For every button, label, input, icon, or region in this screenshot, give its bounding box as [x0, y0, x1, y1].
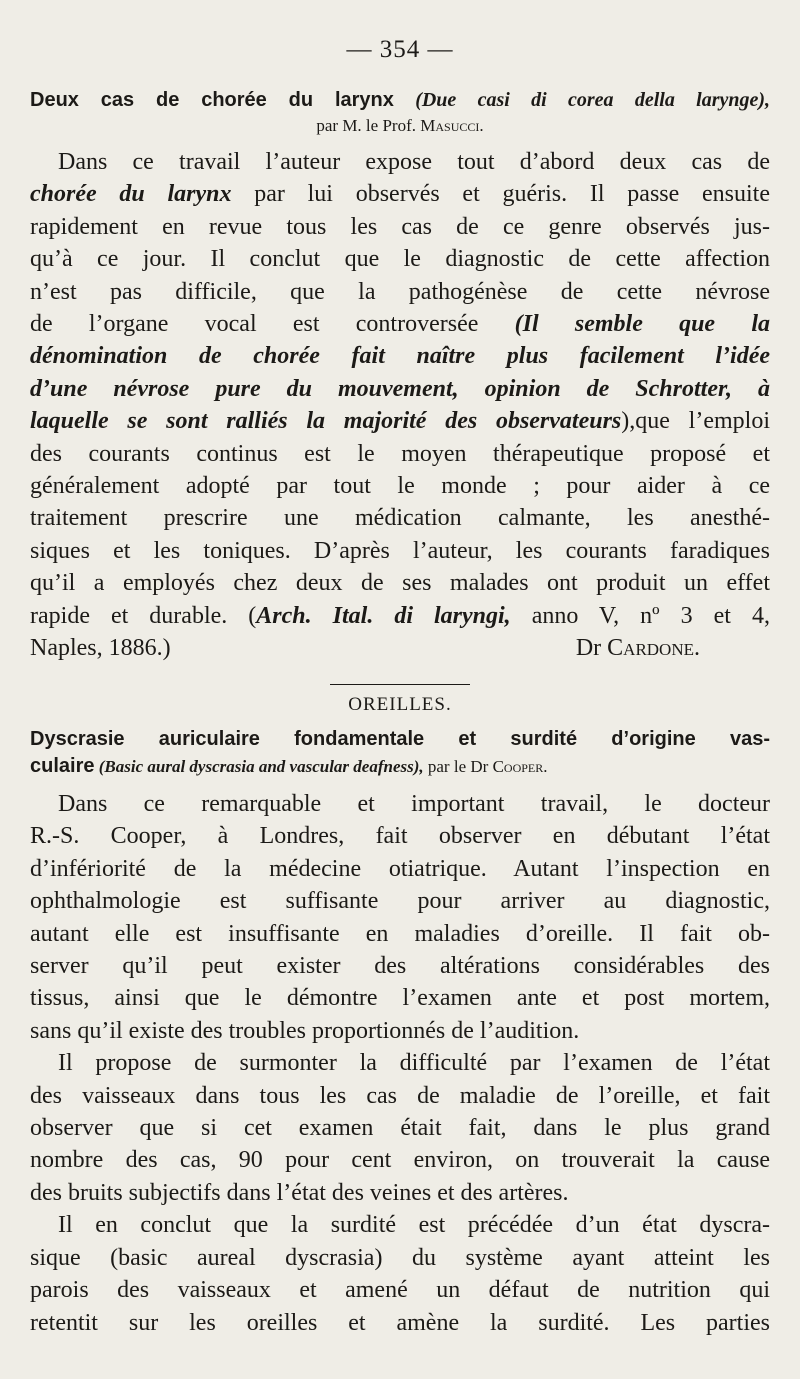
body-line: parois des vaisseaux et amené un défaut de nutrition qui: [30, 1277, 770, 1304]
body-line: sans qu’il existe des troubles proportionnés de l’audition.: [30, 1017, 580, 1044]
article-1-title-italian: (Due casi di corea della larynge),: [415, 89, 771, 111]
article-1-byline: [30, 114, 770, 138]
article-1-heading: [30, 86, 770, 138]
body-line: dénomination de chorée fait naître plus facilement l’idée: [30, 343, 770, 370]
paragraph: [30, 1047, 770, 1209]
body-line: [30, 405, 770, 437]
article-2-title-line-1: Dyscrasie auriculaire fondamentale et surdité d’origine vas-: [30, 728, 770, 750]
article-1-title-main: Deux cas de chorée du larynx: [30, 89, 394, 111]
body-line: n’est pas difficile, que la pathogénèse de cette névrose: [30, 278, 770, 305]
article-1-signature: [30, 632, 770, 664]
body-line: rapidement en revue tous les cas de ce genre observés jus-: [30, 213, 770, 240]
body-line: Il en conclut que la surdité est précédée d’un état dyscra-: [58, 1212, 770, 1239]
body-line: nombre des cas, 90 pour cent environ, on trouverait la cause: [30, 1147, 770, 1174]
section-divider: [330, 684, 470, 685]
body-line: retentit sur les oreilles et amène la surdité. Les parties: [30, 1309, 770, 1336]
body-line: [30, 308, 770, 340]
body-line: observer que si cet examen était fait, dans le plus grand: [30, 1115, 770, 1142]
body-span: par lui observés et guéris. Il passe ensuite: [231, 181, 771, 208]
body-line: [30, 600, 770, 632]
body-line: qu’il a employés chez deux de ses malades ont produit un effet: [30, 570, 770, 597]
signature-name: Cardone.: [607, 635, 700, 662]
body-span: ),que l’emploi: [621, 408, 770, 435]
article-2-heading: [30, 726, 770, 780]
body-line: autant elle est insuffisante en maladies d’oreille. Il fait ob-: [30, 920, 770, 947]
body-line: R.-S. Cooper, à Londres, fait observer en débutant l’état: [30, 823, 770, 850]
article-1-title: [30, 86, 770, 114]
article-1-byline-author: Masucci.: [420, 116, 484, 135]
body-line: généralement adopté par tout le monde ; pour aider à ce: [30, 473, 770, 500]
body-line: sique (basic aureal dyscrasia) du système ayant atteint les: [30, 1244, 770, 1271]
body-line: Il propose de surmonter la difficulté par l’examen de l’état: [58, 1050, 770, 1077]
body-line: siques et les toniques. D’après l’auteur, les courants faradiques: [30, 537, 770, 564]
body-italic: (Il semble que la: [514, 311, 770, 338]
body-line: traitement prescrire une médication calmante, les anesthé-: [30, 505, 770, 532]
page-number: — 354 —: [346, 36, 454, 63]
body-line: des bruits subjectifs dans l’état des veines et des artères.: [30, 1179, 569, 1206]
body-line: d’infériorité de la médecine otiatrique. Autant l’inspection en: [30, 855, 770, 882]
signature-place-date: Naples, 1886.): [30, 635, 171, 662]
article-2-body: [30, 788, 770, 1339]
body-line: Dans ce remarquable et important travail, le docteur: [58, 791, 770, 817]
body-line: Dans ce travail l’auteur expose tout d’abord deux cas de: [58, 149, 770, 175]
body-line: d’une névrose pure du mouvement, opinion de Schrotter, à: [30, 375, 770, 402]
body-line: server qu’il peut exister des altérations considérables des: [30, 953, 770, 980]
body-line: tissus, ainsi que le démontre l’examen ante et post mortem,: [30, 985, 770, 1012]
body-line: des courants continus est le moyen thérapeutique proposé et: [30, 440, 770, 467]
article-2-title-line-2-bold: culaire: [30, 755, 95, 777]
body-italic: Arch. Ital. di laryngi,: [256, 602, 511, 629]
section-heading: OREILLES.: [348, 694, 452, 715]
body-line: ophthalmologie est suffisante pour arriver au diagnostic,: [30, 888, 770, 915]
article-2-byline-author: Cooper.: [492, 757, 548, 776]
body-span: de l’organe vocal est controversée: [30, 311, 479, 338]
body-line: des vaisseaux dans tous les cas de maladie de l’oreille, et fait: [30, 1082, 770, 1109]
body-span: rapide et durable. (: [30, 602, 257, 629]
body-span: anno V, nº 3 et 4,: [510, 602, 770, 629]
article-1-byline-prefix: par M. le Prof.: [316, 116, 416, 135]
article-2-title-english: (Basic aural dyscrasia and vascular deafness),: [98, 757, 424, 776]
body-italic: chorée du larynx: [30, 181, 232, 208]
body-line: qu’à ce jour. Il conclut que le diagnostic de cette affection: [30, 246, 770, 273]
article-1-body: [30, 146, 770, 665]
body-line: [30, 178, 770, 210]
paragraph: [30, 1209, 770, 1339]
article-2-title-line-2: [30, 753, 770, 780]
paragraph: [30, 788, 770, 1047]
signature-prefix: Dr: [575, 635, 602, 662]
article-2-byline-prefix: par le Dr: [427, 757, 489, 776]
signature-author: [576, 632, 770, 664]
body-italic: laquelle se sont ralliés la majorité des observateurs: [30, 408, 622, 435]
